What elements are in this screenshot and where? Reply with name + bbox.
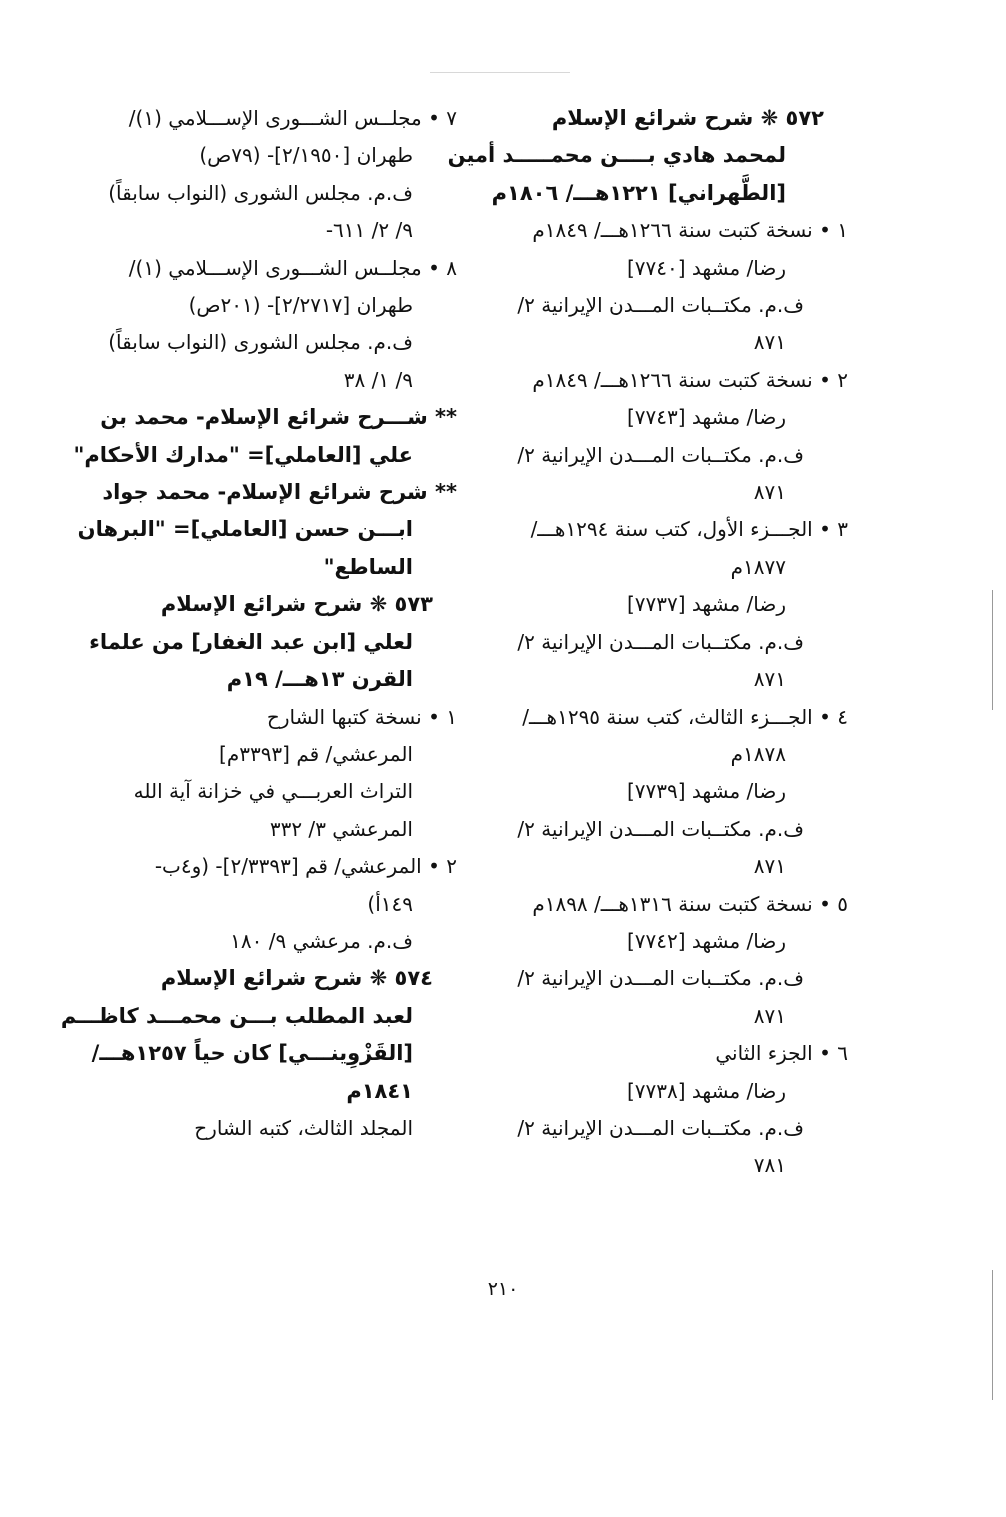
text-line: ٥٧٣ ❋ شرح شرائع الإسلام — [160, 592, 433, 617]
text-line: علي [العاملي]= "مدارك الأحكام" — [73, 442, 413, 467]
text-line: ٢ • المرعشي/ قم [٢/٣٣٩٣]- (و٤ب- — [154, 854, 457, 879]
text-line: رضا/ مشهد [٧٧٤٠] — [626, 255, 786, 280]
text-line: رضا/ مشهد [٧٧٣٨] — [626, 1078, 786, 1103]
text-line: ** شـــرح شرائع الإسلام- محمد بن — [100, 405, 457, 430]
text-line: ف.م. مكتــبات المـــدن الإيرانية ٢/ — [517, 293, 804, 318]
top-scan-mark — [430, 72, 570, 73]
text-line: ٥ • نسخة كتبت سنة ١٣١٦هـــ/ ١٨٩٨م — [532, 891, 848, 916]
text-line: [القَزْوِينـــي] كان حياً ١٢٥٧هـــ/ — [91, 1041, 413, 1066]
text-line: ٧٨١ — [753, 1153, 786, 1178]
text-line: ف.م. مكتــبات المـــدن الإيرانية ٢/ — [517, 629, 804, 654]
text-line: رضا/ مشهد [٧٧٣٩] — [626, 779, 786, 804]
text-line: طهران [٢/١٩٥٠]- (٧٩ص) — [199, 143, 413, 168]
left-column — [60, 100, 457, 1147]
page-number: ٢١٠ — [487, 1278, 519, 1300]
text-line: رضا/ مشهد [٧٧٣٧] — [626, 592, 786, 617]
text-line: طهران [٢/٢٧١٧]- (٢٠١ص) — [188, 293, 413, 318]
text-line: ١ • نسخة كتبت سنة ١٢٦٦هـــ/ ١٨٤٩م — [532, 218, 848, 243]
text-line: ف.م. مكتــبات المـــدن الإيرانية ٢/ — [517, 816, 804, 841]
text-line: ٧ • مجلــس الشـــورى الإســـلامي (١)/ — [128, 106, 457, 130]
text-line: التراث العربـــي في خزانة آية الله — [133, 779, 413, 804]
text-line: رضا/ مشهد [٧٧٤٢] — [626, 928, 786, 953]
text-line: ف.م. مكتــبات المـــدن الإيرانية ٢/ — [517, 1115, 804, 1140]
text-line: ف.م. مجلس الشورى (النواب سابقاً) — [108, 180, 413, 205]
text-line: ٩/ ١/ ٣٨ — [343, 367, 413, 392]
text-line: المرعشي/ قم [٣٣٩٣م] — [219, 741, 413, 766]
text-line: [الطَّهراني] ١٢٢١هـــ/ ١٨٠٦م — [491, 180, 786, 205]
text-line: ٣ • الجـــزء الأول، كتب سنة ١٢٩٤هـــ/ — [530, 517, 848, 542]
edge-scan-mark-1 — [992, 590, 993, 710]
text-line: ٤ • الجـــزء الثالث، كتب سنة ١٢٩٥هـــ/ — [522, 704, 848, 729]
text-line: المجلد الثالث، كتبه الشارح — [194, 1115, 413, 1140]
text-line: ٨٧١ — [753, 330, 786, 355]
text-line: ٨ • مجلــس الشـــورى الإســـلامي (١)/ — [128, 255, 457, 280]
text-line: ١ • نسخة كتبها الشارح — [266, 704, 457, 729]
text-line: ٨٧١ — [753, 1003, 786, 1028]
text-line: ف.م. مكتــبات المـــدن الإيرانية ٢/ — [517, 442, 804, 467]
text-line: ٨٧١ — [753, 667, 786, 692]
text-line: ف.م. مكتــبات المـــدن الإيرانية ٢/ — [517, 966, 804, 991]
text-line: ٨٧١ — [753, 480, 786, 505]
text-line: ١٨٤١م — [346, 1078, 413, 1103]
text-line: ٥٧٤ ❋ شرح شرائع الإسلام — [160, 966, 433, 991]
right-column — [447, 100, 848, 1185]
text-line: ١٨٧٨م — [730, 741, 786, 766]
text-line: رضا/ مشهد [٧٧٤٣] — [626, 405, 786, 430]
text-line: لمحمد هادي بــــن محمـــــد أمين — [447, 143, 786, 168]
text-line: ١٨٧٧م — [730, 554, 786, 579]
text-line: ١٤٩أ) — [367, 891, 413, 916]
text-line: ف.م. مجلس الشورى (النواب سابقاً) — [108, 330, 413, 355]
text-line: ٢ • نسخة كتبت سنة ١٢٦٦هـــ/ ١٨٤٩م — [532, 367, 848, 392]
text-line: لعبد المطلب بـــن محمـــد كاظـــم — [60, 1003, 413, 1028]
text-line: ٥٧٢ ❋ شرح شرائع الإسلام — [551, 106, 824, 130]
text-line: لعلي [ابن عبد الغفار] من علماء — [89, 629, 413, 654]
text-line: القرن ١٣هـــ/ ١٩م — [226, 667, 413, 692]
text-line: ٦ • الجزء الثاني — [715, 1041, 848, 1066]
text-line: ف.م. مرعشي ٩/ ١٨٠ — [230, 928, 413, 953]
text-line: ابـــن حسن [العاملي]= "البرهان — [77, 517, 413, 542]
text-line: الساطع" — [323, 554, 413, 579]
text-line: ٩/ ٢/ ٦١١- — [325, 218, 413, 243]
text-line: المرعشي ٣/ ٣٣٢ — [269, 816, 413, 841]
text-line: ٨٧١ — [753, 854, 786, 879]
text-line: ** شرح شرائع الإسلام- محمد جواد — [102, 480, 457, 505]
